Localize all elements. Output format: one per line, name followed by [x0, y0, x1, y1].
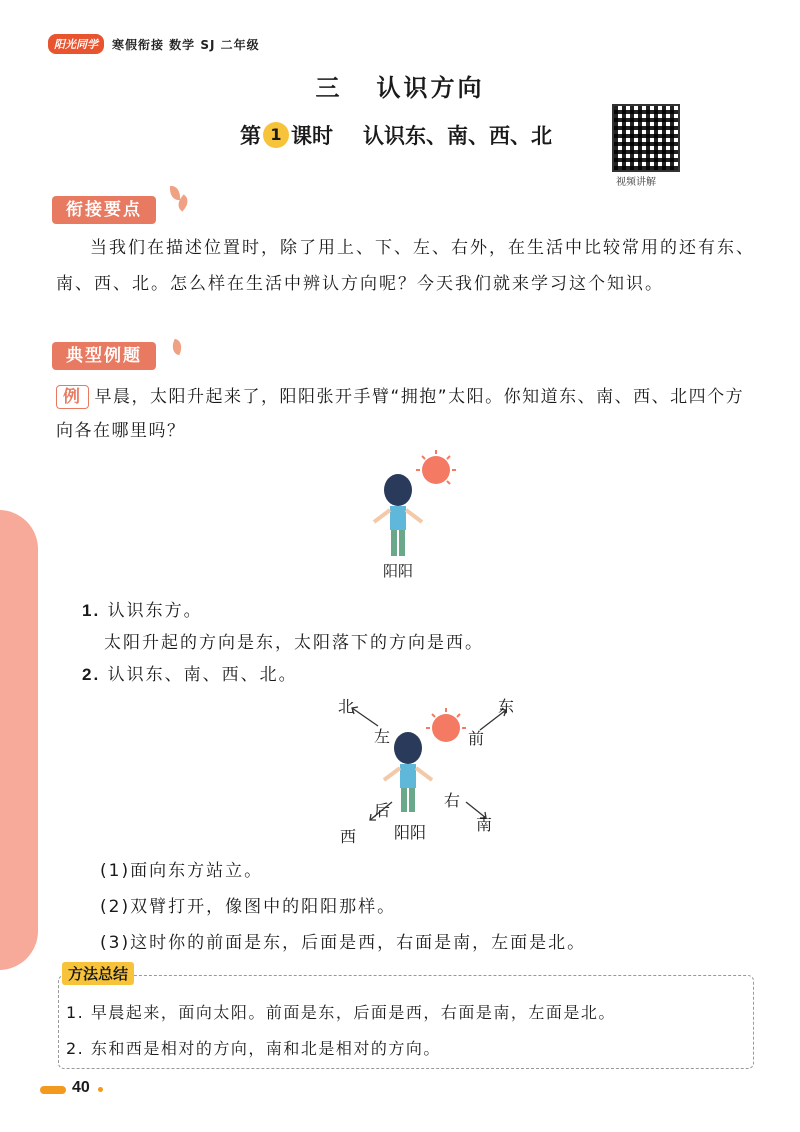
example-block [56, 380, 762, 448]
summary-line-1: 1. 早晨起来，面向太阳。前面是东，后面是西，右面是南，左面是北。 [66, 1003, 616, 1022]
label-north: 北 [338, 697, 355, 716]
figure2-caption: 阳阳 [394, 823, 427, 842]
qr-label: 视频讲解 [616, 177, 656, 188]
point-1-body: 太阳升起的方向是东，太阳落下的方向是西。 [104, 633, 484, 653]
summary-tag: 方法总结 [62, 962, 134, 985]
pencil-decoration-icon [170, 339, 184, 356]
label-west: 西 [340, 827, 357, 846]
boy-sun-illustration [360, 450, 470, 560]
leaf-decoration-icon [170, 186, 180, 200]
point-1-title: 1. 认识东方。 [82, 601, 203, 621]
page-number: 40 [72, 1079, 90, 1096]
step-2: (2)双臂打开，像图中的阳阳那样。 [100, 897, 397, 917]
example-section-tag: 典型例题 [52, 342, 156, 370]
lesson-prefix: 第 [240, 124, 261, 148]
sun-icon [416, 450, 456, 484]
step-1: (1)面向东方站立。 [100, 861, 264, 881]
point-2-title: 2. 认识东、南、西、北。 [82, 665, 298, 685]
header-subtitle: 寒假衔接 数学 SJ 二年级 [112, 37, 260, 52]
lesson-title [240, 120, 552, 150]
label-front: 前 [468, 729, 485, 748]
label-back: 后 [374, 801, 391, 820]
lesson-number: 1 [263, 122, 289, 148]
footer-dot [98, 1087, 103, 1092]
brand-logo: 阳光同学 [48, 34, 104, 54]
intro-paragraph: 当我们在描述位置时，除了用上、下、左、右外，在生活中比较常用的还有东、南、西、北。怎么样在生活中辨认方向呢？今天我们就来学习这个知识。 [56, 238, 755, 294]
connect-section-tag: 衔接要点 [52, 196, 156, 224]
example-badge: 例 [56, 385, 89, 409]
chapter-title: 三 认识方向 [315, 74, 485, 102]
example-text: 早晨，太阳升起来了，阳阳张开手臂“拥抱”太阳。你知道东、南、西、北四个方向各在哪里吗？ [56, 387, 745, 441]
side-tab [0, 510, 38, 970]
label-east: 东 [498, 697, 515, 716]
lesson-name: 认识东、南、西、北 [363, 124, 552, 148]
boy-figure-icon [374, 474, 422, 556]
figure1-caption: 阳阳 [383, 562, 414, 580]
page-header [48, 34, 260, 54]
label-right: 右 [444, 791, 461, 810]
sun-icon [426, 708, 466, 742]
footer-bar [40, 1086, 66, 1094]
label-south: 南 [476, 815, 493, 834]
lesson-suffix: 课时 [291, 124, 333, 148]
step-3: (3)这时你的前面是东，后面是西，右面是南，左面是北。 [100, 933, 587, 953]
summary-line-2: 2. 东和西是相对的方向，南和北是相对的方向。 [66, 1039, 441, 1058]
label-left: 左 [374, 727, 391, 746]
boy-figure-icon [384, 732, 432, 812]
qr-code[interactable] [612, 104, 680, 172]
